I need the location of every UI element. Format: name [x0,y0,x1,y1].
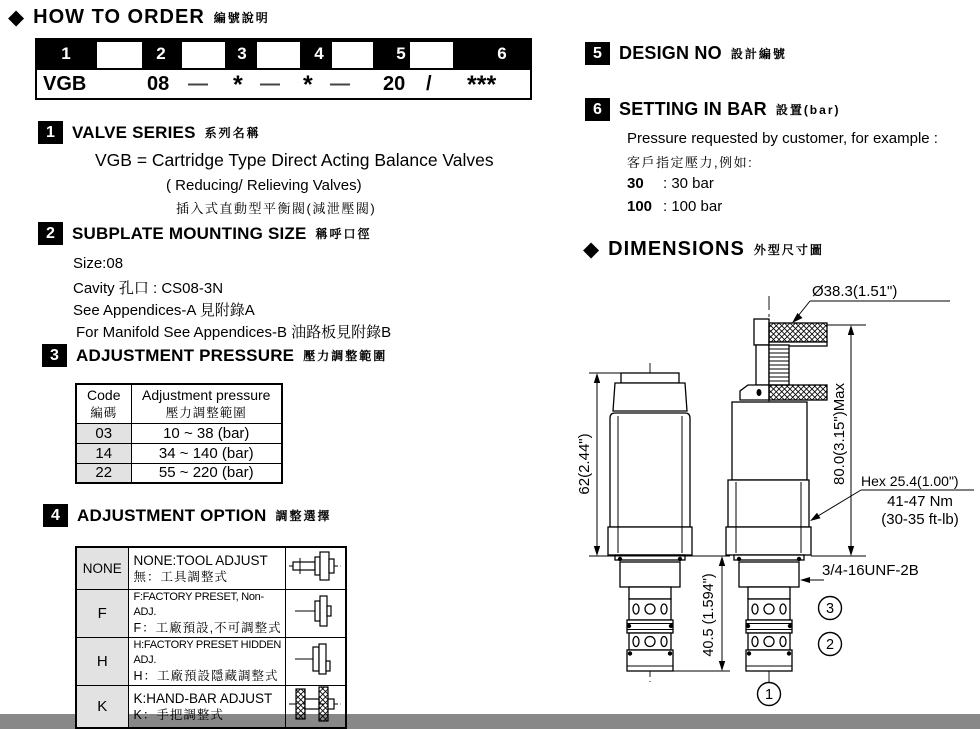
table-row [76,547,346,590]
setting-explanation: Pressure requested by customer, for example : [627,130,938,147]
section-number-badge: 3 [42,344,67,367]
section-number-badge: 5 [585,42,610,65]
section2-title-cjk: 稱呼口徑 [315,227,372,241]
hand-knob-icon [287,686,343,722]
section1-title: VALVE SERIES [72,122,196,142]
pressure-column-header: Adjustment pressure 壓力調整範圍 [131,384,282,423]
dimensions-title-cjk: 外型尺寸圖 [753,243,824,257]
option-icon-cell [285,686,346,729]
dimensions-header [583,238,824,261]
dim-label-62: 62(2.44") [576,433,593,495]
table-row [76,590,346,638]
section5-header [585,42,787,65]
section3-header [42,344,387,367]
code-dash: — [260,73,280,95]
section6-title-cjk: 設置(bar) [775,103,841,117]
position-number: 2 [156,44,166,63]
section-number-badge: 2 [38,222,63,245]
section5-title-cjk: 設計編號 [730,47,787,61]
position-number: 4 [314,44,324,63]
port-3-balloon [819,597,842,620]
dimensions-title: DIMENSIONS [608,238,745,260]
option-code: H [76,638,128,686]
page-title-cjk: 編號說明 [213,11,270,25]
hex-label: Hex 25.4(1.00") [861,473,959,489]
valve-left-view [608,363,692,682]
dim-height-right [811,325,866,556]
table-row [76,463,282,483]
example-value: : 100 bar [663,198,723,215]
section1-title-cjk: 系列名稱 [204,126,261,140]
pressure-range: 10 ~ 38 (bar) [131,423,282,443]
section6-title: SETTING IN BAR [619,99,767,119]
section2-title: SUBPLATE MOUNTING SIZE [72,223,307,243]
setting-example-1 [627,175,714,192]
position-number: 3 [237,44,247,63]
torque-label: 41-47 Nm [887,493,953,510]
label-knob-diameter [792,283,950,323]
setting-example-2 [627,198,722,215]
dim-label-80: 80.0(3.15")Max [831,382,848,486]
order-code-positions-row [37,40,530,68]
section-number-badge: 1 [38,121,63,144]
option-icon-cell [285,638,346,686]
dimension-drawing [570,268,980,714]
page-title: HOW TO ORDER [33,6,205,28]
section5-title: DESIGN NO [619,43,722,63]
torque-ftlb-label: (30-35 ft-lb) [881,511,959,528]
pressure-code: 03 [76,423,131,443]
option-description: K:HAND-BAR ADJUST K：手把調整式 [128,686,285,729]
how-to-order-header [8,6,270,29]
table-row [76,443,282,463]
pressure-range: 55 ~ 220 (bar) [131,463,282,483]
dim-cartridge-length [673,556,730,671]
section3-title-cjk: 壓力調整範圍 [303,349,388,363]
section1-header [38,121,261,144]
option-description: NONE:TOOL ADJUST 無：工具調整式 [128,547,285,590]
example-code: 100 [627,198,653,215]
code-dash: — [330,73,350,95]
diamond-bullet-icon: ◆ [8,6,25,29]
option-code: F [76,590,128,638]
port-1-balloon [758,683,781,706]
section4-title-cjk: 調整選擇 [275,509,332,523]
code-slash: / [426,73,432,95]
code-dash: — [188,73,208,95]
section3-title: ADJUSTMENT PRESSURE [76,345,295,365]
order-code-blank-cell [97,42,142,68]
option-code: K [76,686,128,729]
position-number: 1 [61,44,71,63]
tool-adjust-screw-icon [287,548,343,584]
code-series: VGB [43,73,87,95]
setting-explanation-cjk: 客戶指定壓力,例如: [627,155,754,170]
size-line: Size:08 [73,255,124,272]
pressure-range: 34 ~ 140 (bar) [131,443,282,463]
valve-series-description-cjk: 插入式直動型平衡閥(減泄壓閥) [176,201,377,216]
order-code-blank-cell [332,42,373,68]
order-code-blank-cell [182,42,225,68]
factory-preset-cap-icon [287,593,343,629]
example-value: : 30 bar [663,175,714,192]
table-header-row [76,384,282,423]
appendix-b-line: For Manifold See Appendices-B 油路板見附錄B [76,324,392,341]
section-number-badge: 6 [585,98,610,121]
hidden-adjust-cap-icon [287,641,343,677]
code-column-header: Code 編碼 [76,384,131,423]
section6-header [585,98,840,121]
thread-label: 3/4-16UNF-2B [822,562,919,579]
table-row [76,638,346,686]
option-code: NONE [76,547,128,590]
port-number: 2 [825,637,835,653]
position-number: 6 [497,44,507,63]
code-star: * [303,71,313,99]
label-thread [800,562,919,583]
option-description: F:FACTORY PRESET, Non- ADJ. F：工廠預設,不可調整式 [128,590,285,638]
table-row [76,423,282,443]
order-code-blank-cell [410,42,453,68]
order-code-blank-cell [257,42,300,68]
position-number: 5 [396,44,406,63]
order-code-values-row [37,68,530,98]
adjustment-pressure-table [75,383,283,484]
option-description: H:FACTORY PRESET HIDDEN ADJ. H：工廠預設隱藏調整式 [128,638,285,686]
appendix-a-line: See Appendices-A 見附錄A [73,302,255,319]
dia-label: Ø38.3(1.51") [812,283,898,300]
section-number-badge: 4 [43,504,68,527]
section4-header [43,504,331,527]
adjustment-option-table [75,546,347,729]
valve-right-view [726,296,827,682]
code-star: * [233,71,243,99]
valve-series-description: VGB = Cartridge Type Direct Acting Balance Valves [95,150,494,170]
section2-header [38,222,372,245]
pressure-code: 14 [76,443,131,463]
code-size: 08 [147,73,170,95]
example-code: 30 [627,175,644,192]
diamond-bullet-icon: ◆ [583,238,600,261]
code-setting: *** [467,71,497,99]
option-icon-cell [285,590,346,638]
section4-title: ADJUSTMENT OPTION [77,505,267,525]
port-2-balloon [819,633,842,656]
code-design-no: 20 [383,73,406,95]
option-icon-cell [285,547,346,590]
table-row [76,686,346,729]
cavity-line: Cavity 孔口 : CS08-3N [73,280,224,297]
pressure-code: 22 [76,463,131,483]
port-number: 3 [825,601,835,617]
valve-series-subdescription: ( Reducing/ Relieving Valves) [166,177,362,194]
dim-label-40-5: 40.5 (1.594") [701,573,717,657]
order-code-table [35,38,532,100]
port-number: 1 [764,687,774,703]
